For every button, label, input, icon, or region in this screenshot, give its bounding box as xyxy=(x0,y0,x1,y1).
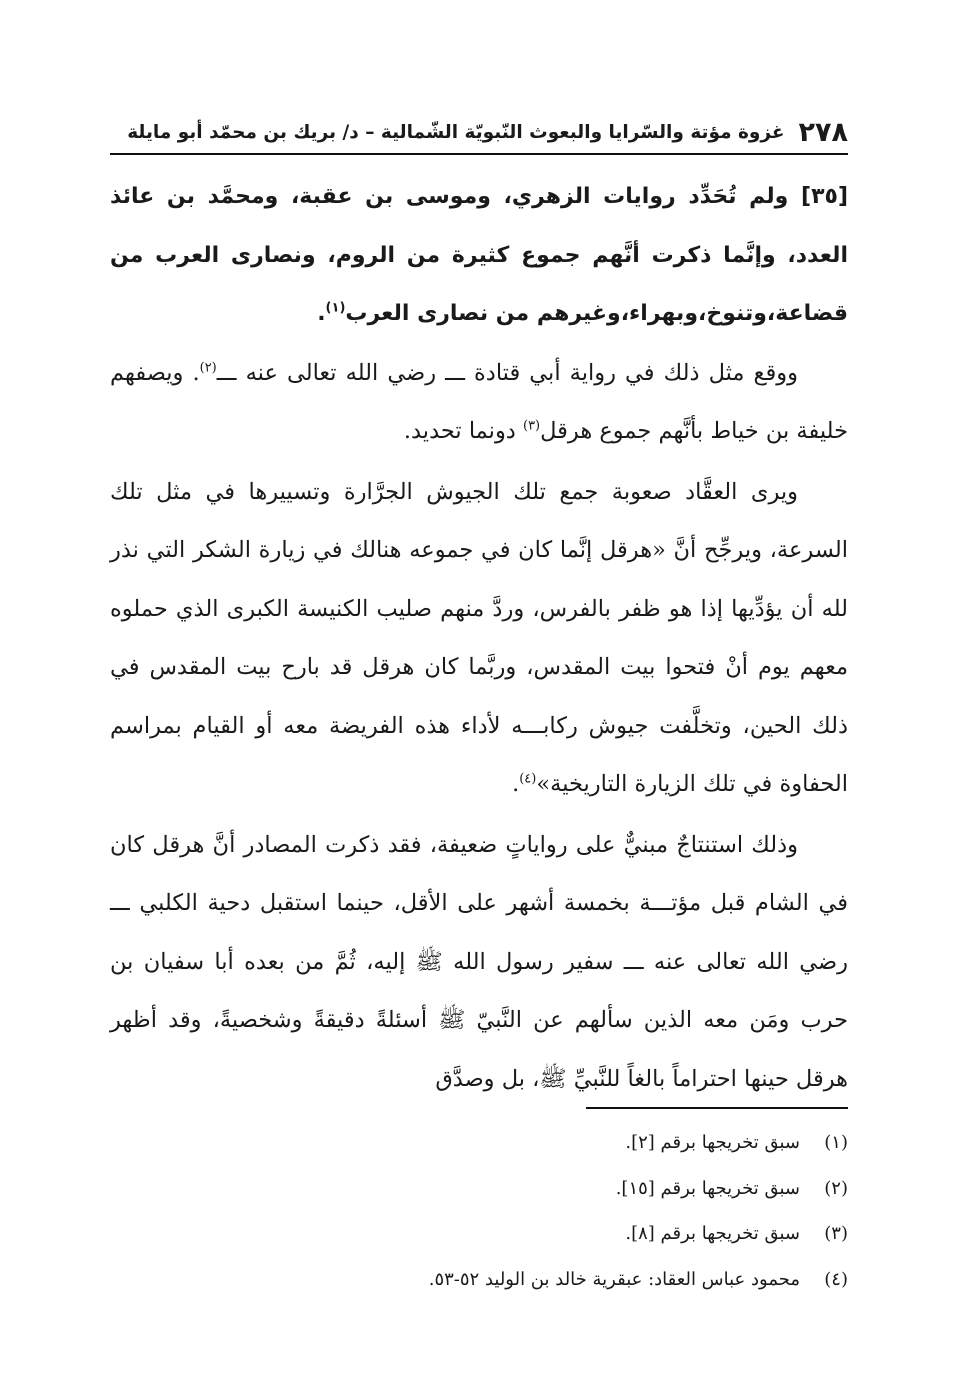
section-35-paragraph xyxy=(110,168,848,344)
footnote-text: سبق تخريجها برقم [١٥]. xyxy=(615,1177,800,1199)
footnote-text: محمود عباس العقاد: عبقرية خالد بن الوليد ٥٢-٥٣. xyxy=(428,1268,800,1290)
paragraph-3: وذلك استنتاجٌ مبنيٌّ على رواياتٍ ضعيفة، فقد ذكرت المصادر أنَّ هرقل كان في الشام قبل مؤتـــة بخمسة أشهر على الأقل، حينما استقبل دحية الكلبي ـــ رضي الله تعالى عنه ـــ سفير رسول الله ﷺ إليه، ثُمَّ من بعده أبا سفيان بن حرب ومَن معه الذين سألهم عن النَّبيّ ﷺ أسئلةً دقيقةً وشخصيةً، وقد أظهر هرقل حينها احتراماً بالغاً للنَّبيِّ ﷺ، بل وصدَّق xyxy=(110,831,848,1092)
footnote-number: (١) xyxy=(824,1132,848,1153)
running-title: غزوة مؤتة والسّرايا والبعوث النّبويّة الشّمالية – د/ بريك بن محمّد أبو مايلة xyxy=(127,121,785,143)
header-rule xyxy=(110,153,848,155)
paragraph-2-text-b: . xyxy=(512,771,520,797)
footnote-4 xyxy=(110,1257,848,1303)
footnote-2 xyxy=(110,1166,848,1212)
main-text xyxy=(110,168,848,1108)
footnote-1 xyxy=(110,1120,848,1166)
footnote-ref-1[interactable]: (١) xyxy=(325,300,346,316)
footnote-number: (٢) xyxy=(824,1177,848,1199)
paragraph-1 xyxy=(110,344,848,461)
page-header xyxy=(110,112,848,152)
footnote-ref-2[interactable]: (٢) xyxy=(199,360,217,375)
footnote-number: (٤) xyxy=(824,1268,848,1290)
section-end: . xyxy=(317,301,326,326)
footnote-text: سبق تخريجها برقم [٨]. xyxy=(625,1223,800,1244)
section-number: [٣٥] xyxy=(801,184,848,209)
footnote-text: سبق تخريجها برقم [٢]. xyxy=(625,1132,800,1153)
page-number: ٢٧٨ xyxy=(798,116,848,148)
footnotes xyxy=(110,1120,848,1302)
footnote-number: (٣) xyxy=(824,1223,848,1244)
paragraph-1-text-a: ووقع مثل ذلك في رواية أبي قتادة ـــ رضي الله تعالى عنه ـــ xyxy=(216,359,798,386)
footnote-ref-3[interactable]: (٣) xyxy=(522,418,541,434)
paragraph-1-text-c: دونما تحديد. xyxy=(403,418,523,444)
paragraph-1-text-b: . ويصفهم خليفة بن خياط بأنَّهم جموع هرقل xyxy=(110,359,848,444)
footnote-ref-4[interactable]: (٤) xyxy=(519,771,537,787)
section-text: ولم تُحَدِّد روايات الزهري، وموسى بن عقبة، ومحمَّد بن عائذ العدد، وإنَّما ذكرت أنَّهم جموع كثيرة من الروم، ونصارى العرب من قضاعة،وتنوخ،وبهراء،وغيرهم من نصارى العرب xyxy=(110,184,848,326)
paragraph-2-text-a: ويرى العقَّاد صعوبة جمع تلك الجيوش الجرَّارة وتسييرها في مثل تلك السرعة، ويرجِّح أنَّ «هرقل إنَّما كان في جموعه هنالك في زيارة الشكر التي نذر لله أن يؤدِّيها إذا هو ظفر بالفرس، وردَّ منهم صليب الكنيسة الكبرى الذي حملوه معهم يوم أنْ فتحوا بيت المقدس، وربَّما كان هرقل قد بارح بيت المقدس في ذلك الحين، وتخلَّفت جيوش ركابـــه لأداء هذه الفريضة معه أو القيام بمراسم الحفاوة في تلك الزيارة التاريخية» xyxy=(110,478,848,797)
footnote-rule xyxy=(586,1107,848,1109)
paragraph-2 xyxy=(110,463,848,814)
footnote-3 xyxy=(110,1211,848,1257)
